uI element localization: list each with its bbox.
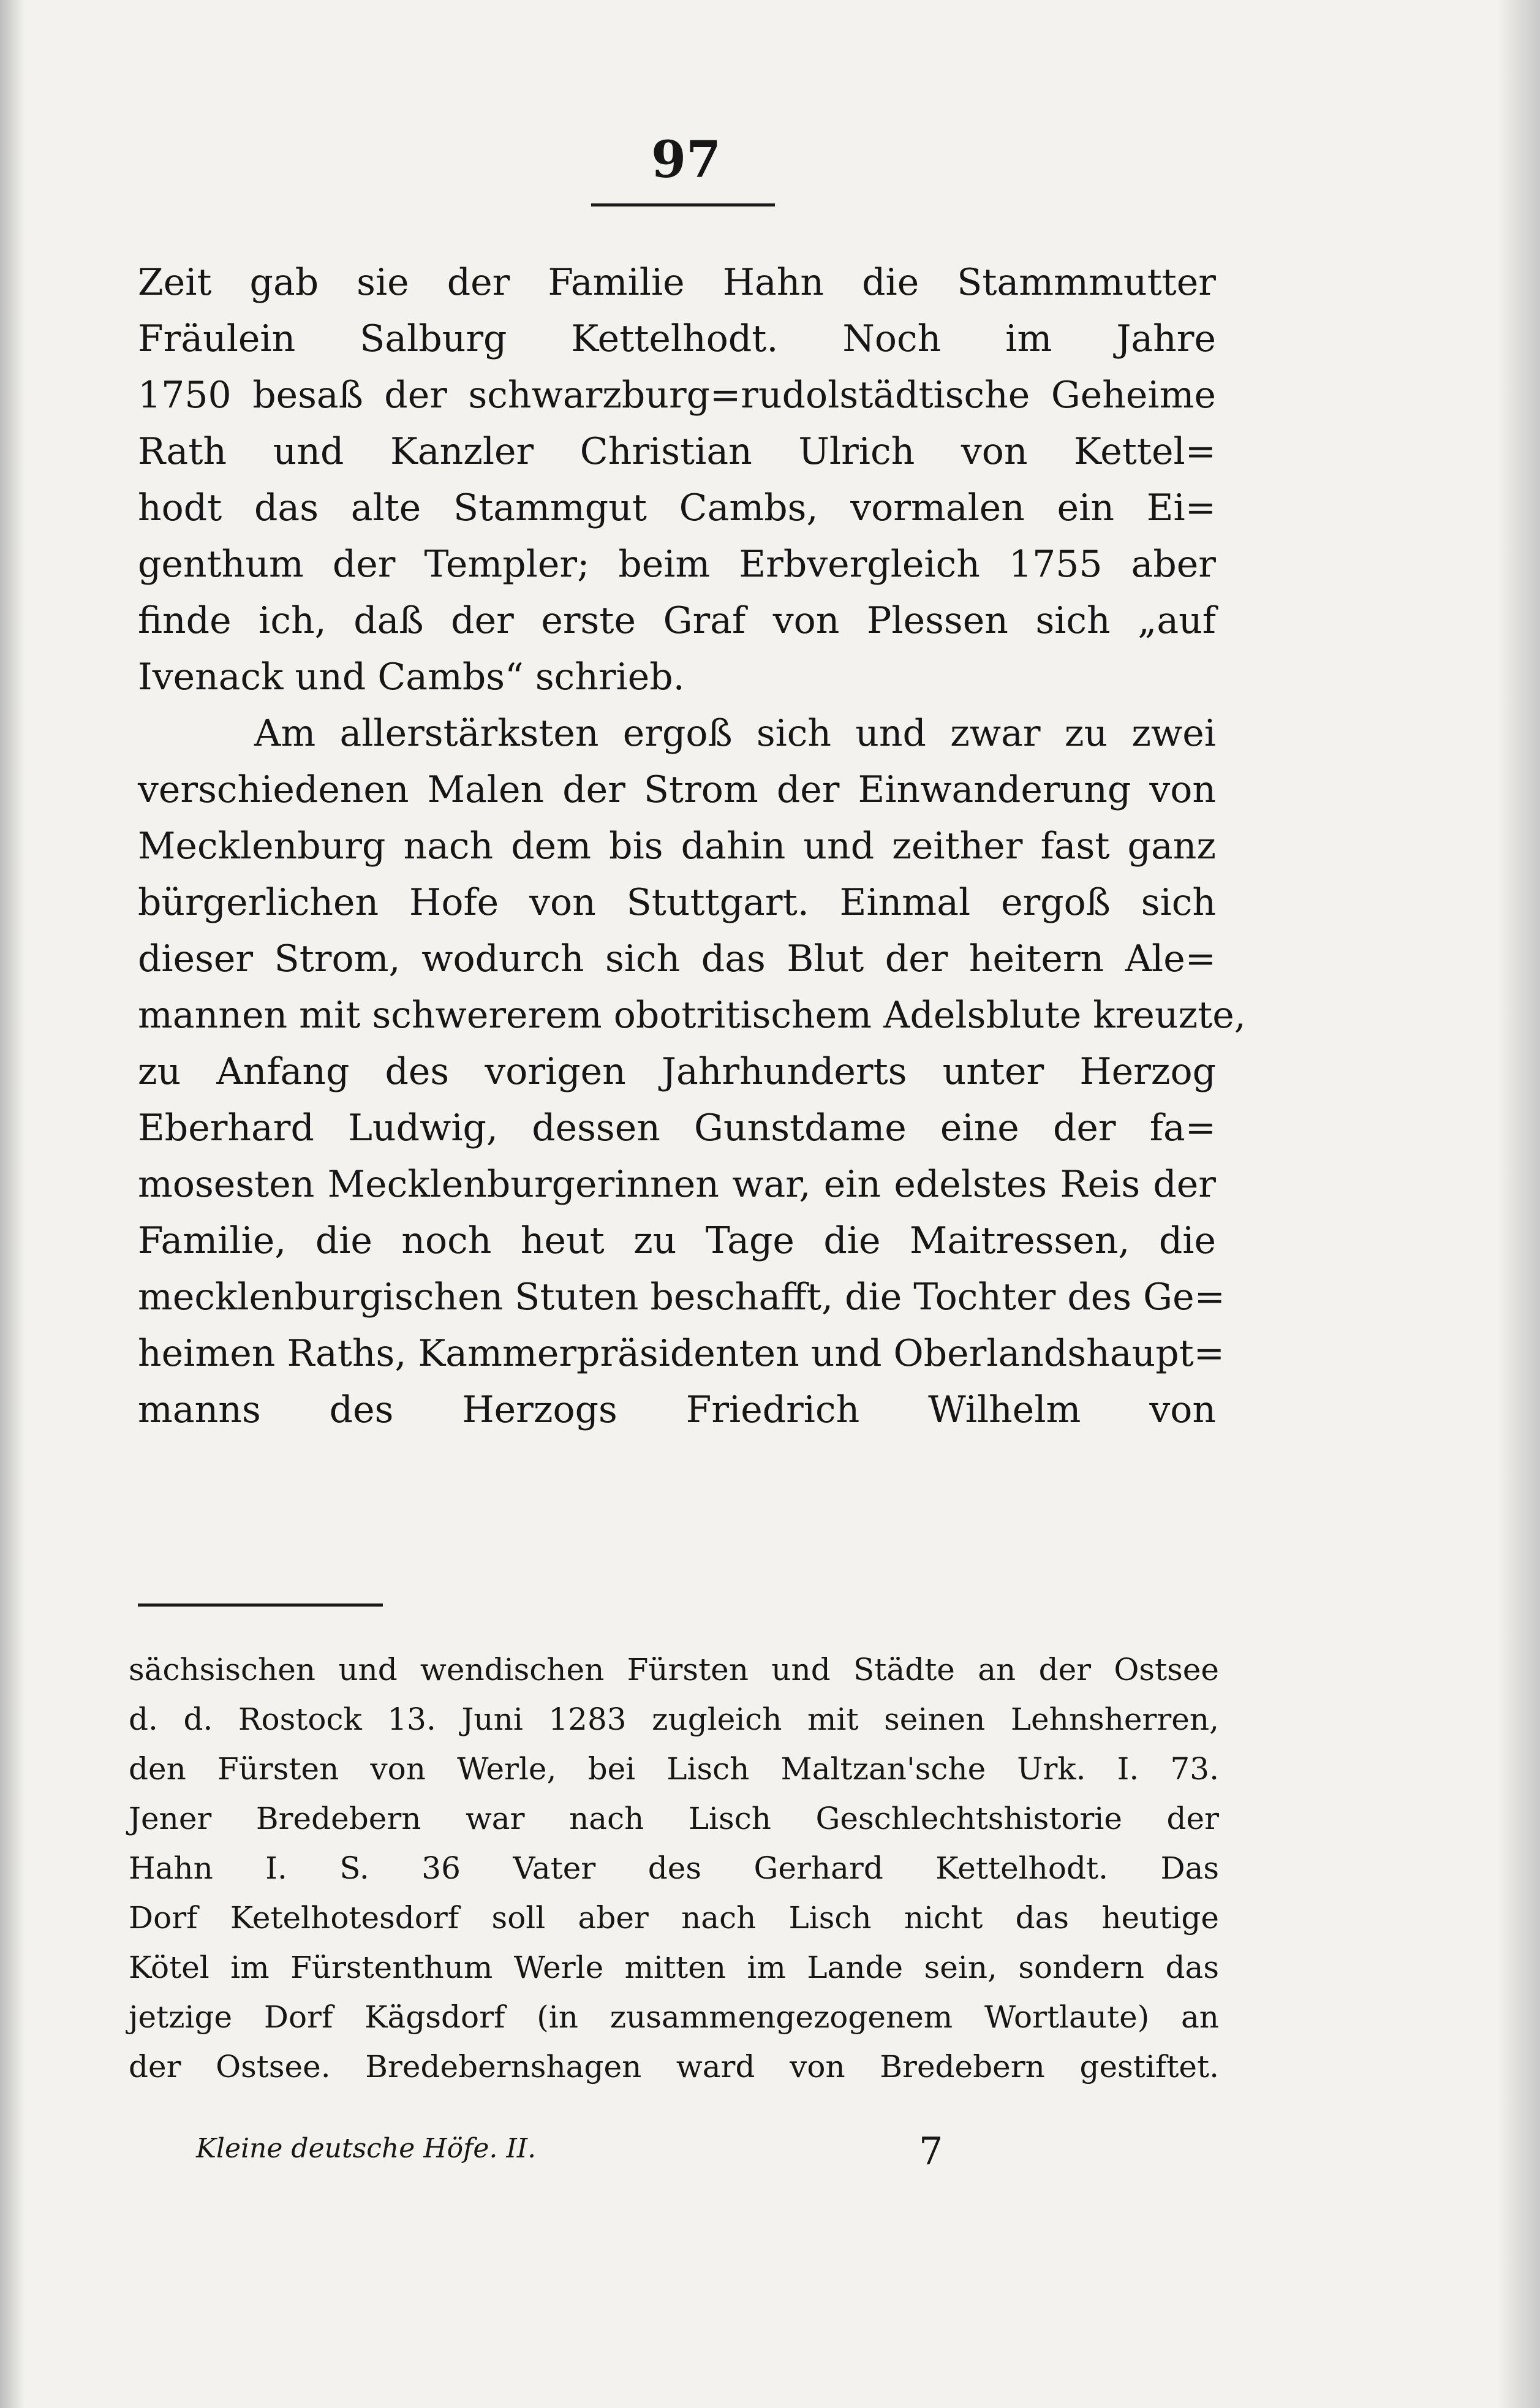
footnote-line: den Fürsten von Werle, bei Lisch Maltzan'sche Urk. I. 73. [129, 1751, 1219, 1787]
text-line: Eberhard Ludwig, dessen Gunstdame eine der fa= [138, 1107, 1216, 1149]
text-line: bürgerlichen Hofe von Stuttgart. Einmal ergoß sich [138, 881, 1216, 924]
text-line: mosesten Mecklenburgerinnen war, ein edelstes Reis der [138, 1163, 1216, 1206]
footnote [129, 1645, 1219, 2092]
text-line: verschiedenen Malen der Strom der Einwanderung von [138, 768, 1216, 811]
text-line: zu Anfang des vorigen Jahrhunderts unter Herzog [138, 1050, 1216, 1093]
footnote-line: der Ostsee. Bredebernshagen ward von Bredebern gestiftet. [129, 2049, 1219, 2084]
text-line: Familie, die noch heut zu Tage die Maitressen, die [138, 1219, 1216, 1262]
footnote-line: sächsischen und wendischen Fürsten und Städte an der Ostsee [129, 1652, 1219, 1687]
text-line: hodt das alte Stammgut Cambs, vormalen ein Ei= [138, 487, 1216, 529]
text-line: heimen Raths, Kammerpräsidenten und Oberlandshaupt= [138, 1332, 1225, 1375]
text-line: Ivenack und Cambs“ schrieb. [138, 656, 685, 699]
page-number-rule [591, 203, 775, 206]
page-edge-right [1497, 0, 1540, 2408]
text-line: 1750 besaß der schwarzburg=rudolstädtische Geheime [138, 374, 1216, 417]
text-line: finde ich, daß der erste Graf von Plessen sich „auf [138, 599, 1216, 642]
text-line: Zeit gab sie der Familie Hahn die Stammmutter [138, 261, 1216, 304]
text-line: manns des Herzogs Friedrich Wilhelm von [138, 1388, 1216, 1431]
footnote-line: Dorf Ketelhotesdorf soll aber nach Lisch nicht das heutige [129, 1900, 1219, 1936]
text-line: genthum der Templer; beim Erbvergleich 1755 aber [138, 543, 1216, 586]
signature-title: Kleine deutsche Höfe. II. [196, 2133, 537, 2164]
page-number: 97 [651, 131, 722, 189]
sheet-number: 7 [919, 2129, 943, 2173]
footnote-line: d. d. Rostock 13. Juni 1283 zugleich mit seinen Lehnsherren, [129, 1702, 1219, 1737]
footnote-rule [138, 1603, 383, 1607]
footnote-line: Hahn I. S. 36 Vater des Gerhard Kettelhodt. Das [129, 1850, 1219, 1886]
text-line: mecklenburgischen Stuten beschafft, die Tochter des Ge= [138, 1276, 1225, 1319]
paragraph-start-line: Am allerstärksten ergoß sich und zwar zu zwei [254, 712, 1216, 755]
footnote-line: Jener Bredebern war nach Lisch Geschlechtshistorie der [129, 1801, 1219, 1836]
text-line: Rath und Kanzler Christian Ulrich von Kettel= [138, 430, 1216, 473]
text-line: mannen mit schwererem obotritischem Adelsblute kreuzte, [138, 994, 1246, 1037]
main-text [138, 254, 1246, 1438]
footnote-line: Kötel im Fürstenthum Werle mitten im Lande sein, sondern das [129, 1950, 1219, 1985]
text-line: dieser Strom, wodurch sich das Blut der heitern Ale= [138, 937, 1216, 980]
text-line: Mecklenburg nach dem bis dahin und zeither fast ganz [138, 825, 1216, 868]
page-edge-left [0, 0, 25, 2408]
footnote-line: jetzige Dorf Kägsdorf (in zusammengezogenem Wortlaute) an [129, 1999, 1219, 2035]
text-line: Fräulein Salburg Kettelhodt. Noch im Jahre [138, 317, 1216, 360]
